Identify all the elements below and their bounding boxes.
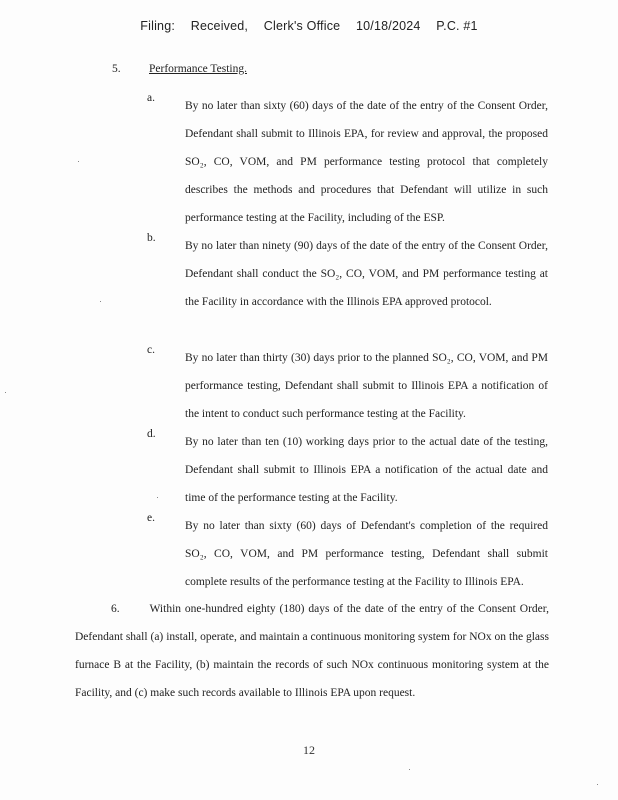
item-a-label: a.	[147, 92, 155, 104]
section-6-text	[75, 595, 549, 707]
scan-speck	[409, 769, 410, 770]
header-received: Received,	[190, 19, 249, 33]
section-6-body: Within one-hundred eighty (180) days of the date of the entry of the Consent Order, Defendant shall (a) install, operate, and maintain a continuous monitoring system for NOx on the glass furnace B at the Facility, (b) maintain the records of such NOx continuous monitoring system at the Facility, and (c) make such records available to Illinois EPA upon request.	[75, 603, 549, 699]
section-5-title: Performance Testing.	[149, 63, 247, 75]
scan-speck	[100, 301, 101, 302]
item-e-label: e.	[147, 512, 155, 524]
item-a-text: By no later than sixty (60) days of the date of the entry of the Consent Order, Defendant shall submit to Illinois EPA, for review and approval, the proposed SO₂, CO, VOM, and PM performance testing protocol that completely describes the methods and procedures that Defendant will utilize in such performance testing at the Facility, including of the ESP.	[185, 100, 548, 224]
header-date: 10/18/2024	[355, 19, 421, 33]
item-c-label: c.	[147, 344, 155, 356]
item-b-text: By no later than ninety (90) days of the date of the entry of the Consent Order, Defendant shall conduct the SO₂, CO, VOM, and PM performance testing at the Facility in accordance with the Illinois EPA approved protocol.	[185, 240, 548, 308]
item-d-text: By no later than ten (10) working days prior to the actual date of the testing, Defendant shall submit to Illinois EPA a notification of the actual date and time of the performance testing at the Facility.	[185, 436, 548, 504]
scan-speck	[157, 497, 158, 498]
item-e-text: By no later than sixty (60) days of Defendant's completion of the required SO₂, CO, VOM, and PM performance testing, Defendant shall submit complete results of the performance testing at the Facility to Illinois EPA.	[185, 520, 548, 588]
header-pc: P.C. #1	[436, 19, 478, 33]
page-number: 12	[303, 743, 315, 757]
scan-speck	[78, 161, 79, 162]
item-b-label: b.	[147, 232, 156, 244]
scan-speck	[5, 392, 6, 393]
scan-speck	[597, 784, 598, 785]
section-6-number: 6.	[111, 603, 120, 615]
item-d-label: d.	[147, 428, 156, 440]
item-c-text: By no later than thirty (30) days prior to the planned SO₂, CO, VOM, and PM performance testing, Defendant shall submit to Illinois EPA a notification of the intent to conduct such performance testing at the Facility.	[185, 352, 548, 420]
header-filing: Filing:	[140, 19, 176, 33]
section-5-number: 5.	[112, 63, 121, 75]
header-clerks-office: Clerk's Office	[263, 19, 341, 33]
filing-header	[0, 19, 618, 33]
